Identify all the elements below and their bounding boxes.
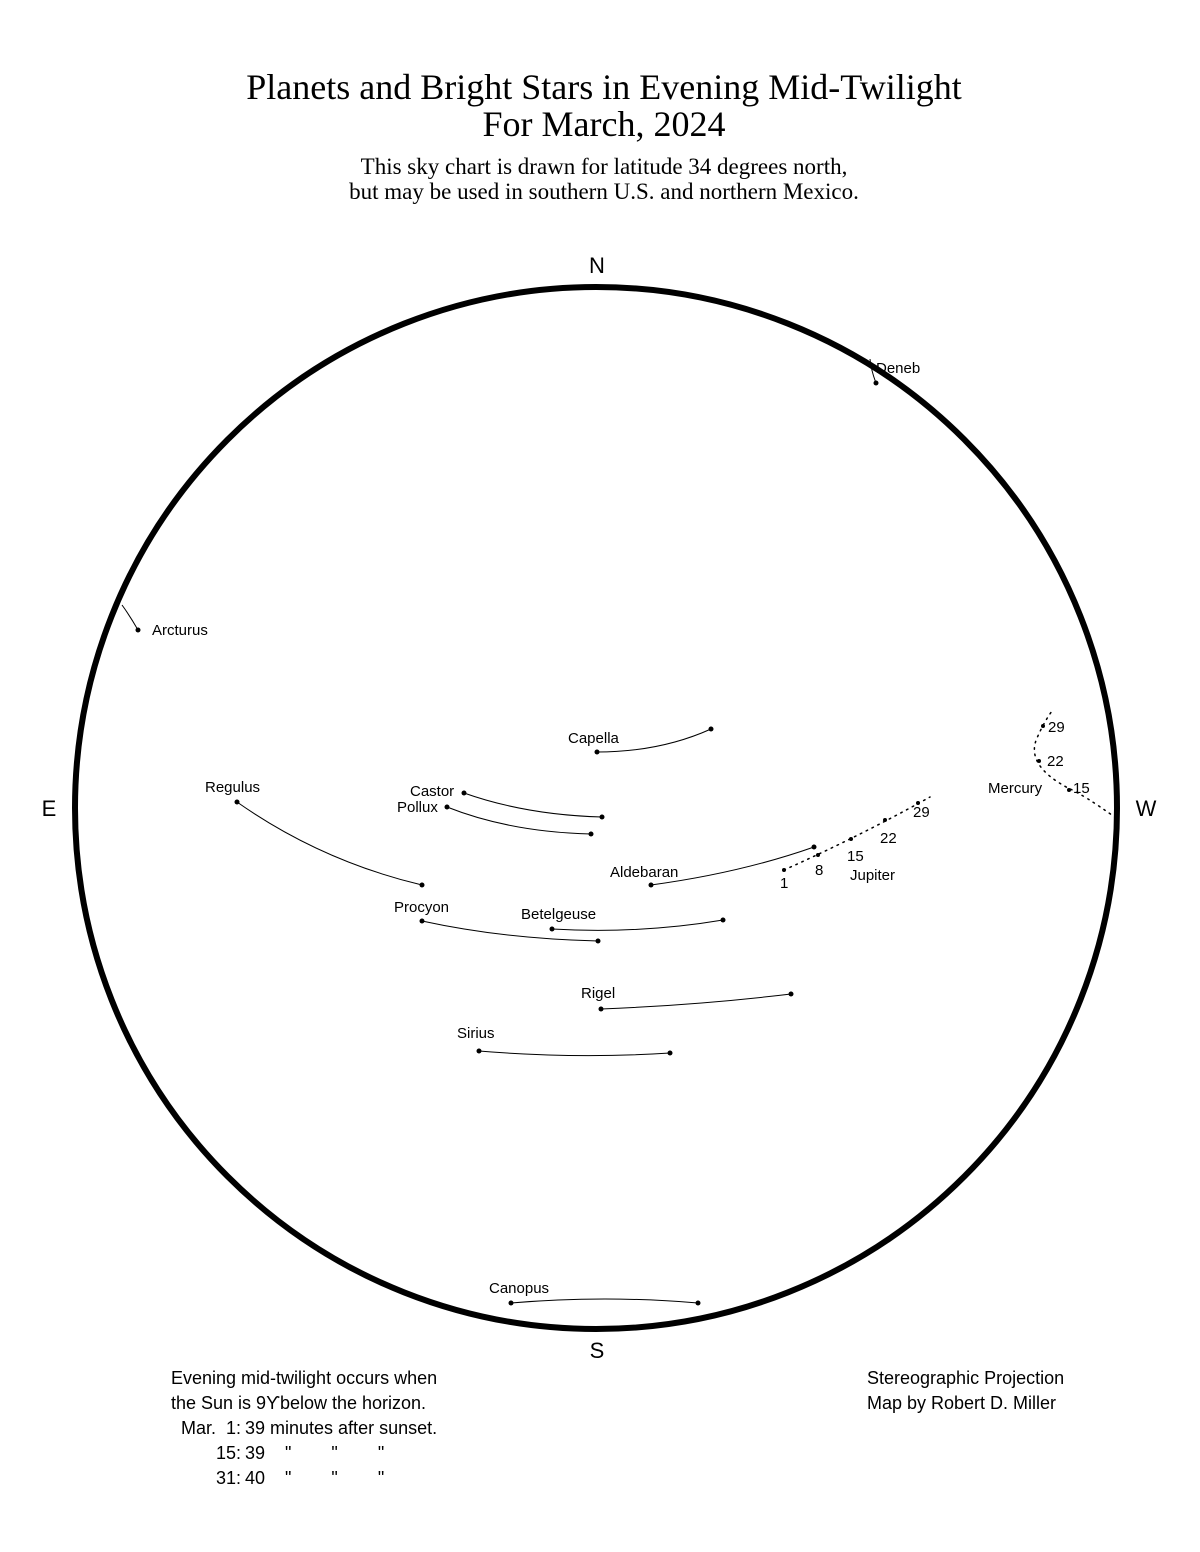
mercury-date-29: 29 (1048, 719, 1065, 736)
chart-subtitle-line1: This sky chart is drawn for latitude 34 degrees north, (360, 154, 848, 179)
castor-star-start (462, 791, 467, 796)
mercury-dot-15 (1067, 788, 1071, 792)
jupiter-dot-1 (782, 868, 786, 872)
twilight-row-2-date: 15: (215, 1443, 241, 1463)
chart-subtitle-line2: but may be used in southern U.S. and northern Mexico. (349, 179, 859, 204)
twilight-note-line1: Evening mid-twilight occurs when (171, 1368, 438, 1388)
jupiter-date-8: 8 (815, 862, 824, 879)
betelgeuse-star-start (550, 927, 555, 932)
jupiter-dot-15 (849, 837, 853, 841)
betelgeuse-star-end (721, 918, 726, 923)
star-label-aldebaran: Aldebaran (610, 864, 679, 881)
canopus-star-start (509, 1301, 514, 1306)
star-label-canopus: Canopus (489, 1280, 550, 1297)
star-label-capella: Capella (568, 730, 619, 747)
canopus-track (511, 1299, 698, 1303)
castor-track (464, 793, 602, 817)
aldebaran-star-start (649, 883, 654, 888)
pollux-track (447, 807, 591, 834)
jupiter-date-29: 29 (913, 804, 930, 821)
sirius-track (479, 1051, 670, 1056)
mercury-dot-29 (1041, 724, 1045, 728)
procyon-star-start (420, 919, 425, 924)
capella-star-end (709, 727, 714, 732)
jupiter-dot-8 (816, 853, 820, 857)
planet-label-jupiter: Jupiter (850, 867, 896, 884)
star-label-deneb: Deneb (876, 360, 921, 377)
projection-note: Stereographic Projection (867, 1368, 1065, 1388)
sirius-star-end (668, 1051, 673, 1056)
star-label-procyon: Procyon (394, 899, 450, 916)
aldebaran-star-end (812, 845, 817, 850)
castor-star-end (600, 815, 605, 820)
twilight-row-3-value: 40 " " " (245, 1468, 385, 1488)
regulus-track (237, 802, 422, 885)
pollux-star-start (445, 805, 450, 810)
star-label-betelgeuse: Betelgeuse (521, 906, 597, 923)
twilight-row-1-date: Mar. 1: (180, 1418, 241, 1438)
planet-label-mercury: Mercury (988, 780, 1043, 797)
compass-west: W (1135, 796, 1157, 821)
twilight-note-line2: the Sun is 9ϒbelow the horizon. (171, 1393, 427, 1413)
mercury-date-15: 15 (1073, 780, 1090, 797)
twilight-row-2-value: 39 " " " (245, 1443, 385, 1463)
star-label-sirius: Sirius (457, 1025, 495, 1042)
mercury-date-22: 22 (1047, 753, 1064, 770)
star-label-rigel: Rigel (581, 985, 616, 1002)
chart-title-line2: For March, 2024 (482, 104, 726, 144)
twilight-row-3-date: 31: (215, 1468, 241, 1488)
rigel-star-start (599, 1007, 604, 1012)
procyon-star-end (596, 939, 601, 944)
rigel-star-end (789, 992, 794, 997)
deneb-star (874, 381, 879, 386)
star-label-regulus: Regulus (205, 779, 261, 796)
procyon-track (422, 921, 598, 941)
regulus-star-end (420, 883, 425, 888)
jupiter-date-15: 15 (847, 848, 864, 865)
jupiter-date-1: 1 (780, 875, 789, 892)
rigel-track (601, 994, 791, 1009)
jupiter-date-22: 22 (880, 830, 897, 847)
pollux-star-end (589, 832, 594, 837)
arcturus-track (122, 605, 138, 630)
sirius-star-start (477, 1049, 482, 1054)
twilight-row-1-value: 39 minutes after sunset. (245, 1418, 438, 1438)
capella-star-start (595, 750, 600, 755)
compass-east: E (41, 796, 57, 821)
star-label-castor: Castor (410, 783, 455, 800)
mercury-dot-22 (1037, 759, 1041, 763)
horizon-circle (75, 287, 1117, 1329)
author-credit: Map by Robert D. Miller (867, 1393, 1057, 1413)
star-label-pollux: Pollux (397, 799, 438, 816)
jupiter-dot-22 (883, 818, 887, 822)
star-label-arcturus: Arcturus (152, 622, 208, 639)
canopus-star-end (696, 1301, 701, 1306)
chart-title-line1: Planets and Bright Stars in Evening Mid-Twilight (246, 67, 962, 107)
arcturus-star (136, 628, 141, 633)
regulus-star-start (235, 800, 240, 805)
compass-south: S (589, 1338, 605, 1363)
compass-north: N (589, 253, 605, 278)
